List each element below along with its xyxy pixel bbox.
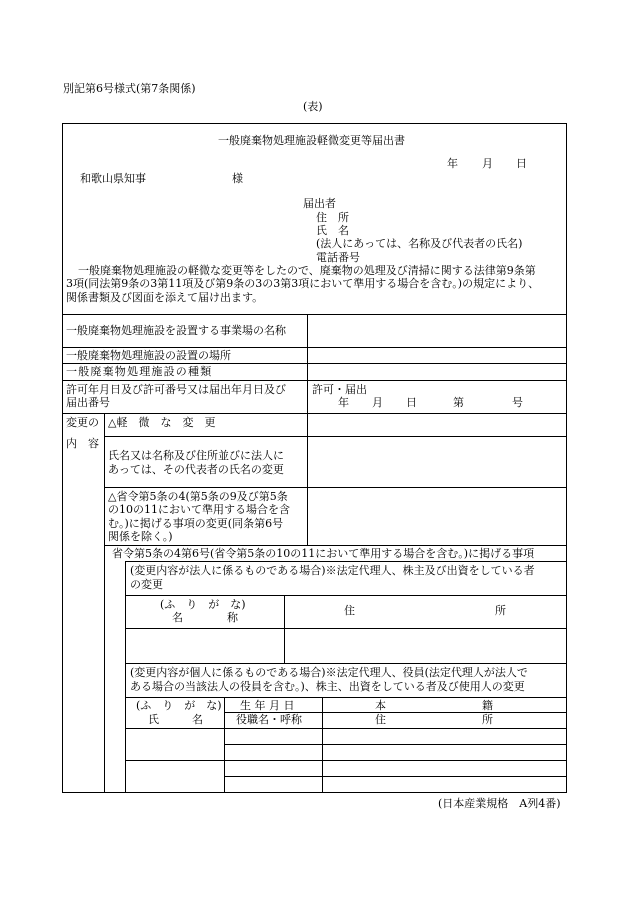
article-l1: △省令第5条の4(第5条の9及び第5条 [108,490,288,503]
corp-kana-header: (ふ り が な) [160,598,246,611]
permit-year: 年 [338,396,349,409]
name-change-l1: 氏名又は名称及び住所並びに法人に [108,449,284,462]
permit-type: 許可・届出 [312,383,367,396]
notifier-name-label: 氏 名 [316,224,349,237]
article-l2: の10の11において準用する場合を含 [108,503,290,516]
ind-kana-header: (ふ り が な) [136,699,222,712]
ind-honseki-header-2: 籍 [482,699,493,712]
frame-left [62,123,63,793]
change-label-l1: 変更の [66,416,99,429]
rule-d [62,380,567,381]
permit-dai: 第 [453,396,464,409]
notifier-label: 届出者 [303,197,336,210]
addressee-name: 和歌山県知事 [80,172,146,185]
row-permit-l2: 届出番号 [66,396,110,409]
rule-ind-row2 [125,760,567,761]
date-month: 月 [482,157,493,170]
form-id: 別記第6号様式(第7条関係) [63,82,196,95]
permit-go: 号 [512,396,523,409]
rule-g [104,487,567,488]
ind-address-header-1: 住 [375,713,386,726]
rule-corp-end [125,663,567,664]
rule-ind-row2-mid [224,776,567,777]
ind-note-l1: (変更内容が個人に係るものである場合)※法定代理人、役員(法定代理人が法人で [130,666,528,679]
change-label-l2: 内 容 [66,437,99,450]
date-year: 年 [447,157,458,170]
ind-address-header-2: 所 [482,713,493,726]
rule-corp-row [125,628,567,629]
rule-ind-head [125,697,567,698]
article-6-heading: 省令第5条の4第6号(省令第5条の10の11において準用する場合を含む。)に掲げる事項 [112,547,535,560]
notifier-address-label: 住 所 [316,211,349,224]
corp-note-l1: (変更内容が法人に係るものである場合)※法定代理人、株主及び出資をしている者 [130,564,535,577]
footer-note: (日本産業規格 A列4番) [438,797,561,810]
body-line-3: 関係書類及び図面を添えて届け出ます。 [66,291,264,304]
notifier-corp-note: (法人にあっては、名称及び代表者の氏名) [316,237,523,250]
corp-col-divider [284,595,285,663]
col-divider [307,314,308,546]
date-day: 日 [516,157,527,170]
frame-right [566,123,567,793]
corp-name-header: 名 称 [172,611,238,624]
notifier-phone-label: 電話番号 [316,251,360,264]
rule-a [62,314,567,315]
ind-honseki-header-1: 本 [375,699,386,712]
frame-top [62,123,567,124]
row-location: 一般廃棄物処理施設の設置の場所 [66,349,231,362]
rule-corp-head [125,595,567,596]
article-l4: 関係を除く。) [108,530,173,543]
corp-note-l2: の変更 [130,578,163,591]
ind-role-header: 役職名・呼称 [236,713,302,726]
change-label-divider [104,413,105,793]
addressee-honorific: 様 [232,172,243,185]
permit-month: 月 [372,396,383,409]
rule-ind-row1 [125,728,567,729]
rule-f [104,436,567,437]
form-title: 一般廃棄物処理施設軽微変更等届出書 [218,134,405,147]
body-line-1: 一般廃棄物処理施設の軽微な変更等をしたので、廃棄物の処理及び清掃に関する法律第9条第 [78,264,536,277]
row-site-name: 一般廃棄物処理施設を設置する事業場の名称 [66,324,286,337]
rule-c [62,363,567,364]
body-line-2: 3項(同法第9条の3第11項及び第9条の3の3第3項において準用する場合を含む。)の規定により、 [66,277,540,290]
rule-e [62,413,567,414]
permit-day: 日 [406,396,417,409]
article-l3: む。)に掲げる事項の変更(同条第6号 [108,517,284,530]
corp-address-header-1: 住 [344,604,355,617]
name-change-l2: あっては、その代表者の氏名の変更 [108,463,284,476]
rule-ind-row1-mid [224,744,567,745]
row-permit-l1: 許可年月日及び許可番号又は届出年月日及び [66,383,286,396]
rule-sub-top [125,561,567,562]
side-label: (表) [303,100,323,113]
minor-change: △軽 微 な 変 更 [108,416,216,429]
row-kind: 一般廃棄物処理施設の種類 [66,365,213,378]
rule-b [62,347,567,348]
rule-h [104,545,567,546]
frame-bottom [62,792,567,793]
ind-dob-header: 生 年 月 日 [240,699,295,712]
corp-address-header-2: 所 [495,604,506,617]
ind-note-l2: ある場合の当該法人の役員を含む。)、株主、出資をしている者及び使用人の変更 [130,680,525,693]
rule-ind-head-mid [224,712,567,713]
ind-name-header: 氏 名 [148,713,203,726]
